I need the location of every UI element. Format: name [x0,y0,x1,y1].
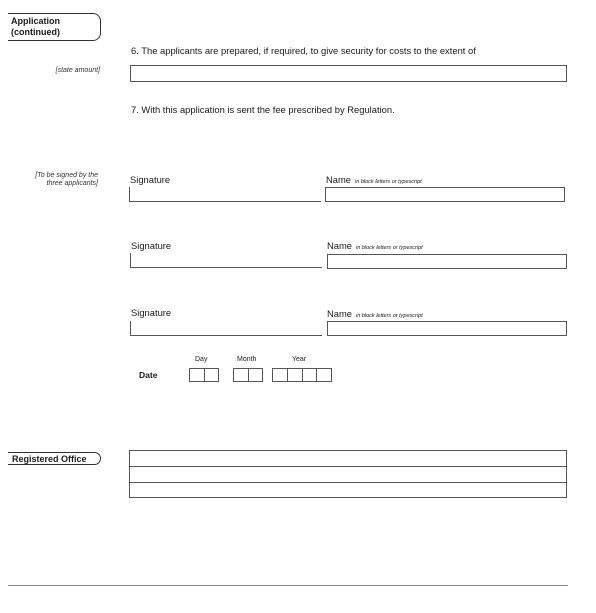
signature-field-1[interactable] [129,187,321,202]
signature-label-2: Signature [131,240,172,251]
signature-field-3[interactable] [130,321,322,336]
date-day-label: Day [195,356,208,363]
signature-label-3: Signature [131,307,172,318]
name-field-3[interactable] [327,321,567,336]
name-field-2[interactable] [327,254,567,269]
date-month-label: Month [237,356,257,363]
date-year-field[interactable] [272,368,332,382]
name-field-1[interactable] [325,187,565,202]
date-day-field[interactable] [189,368,219,382]
signature-field-2[interactable] [130,253,322,268]
name-label-3 [327,308,423,319]
name-label-1 [326,174,422,185]
name-hint-3: in block letters or typescript [356,313,423,319]
date-label: Date [139,370,158,380]
footer-rule [8,585,568,586]
signature-label-1: Signature [130,174,171,185]
paragraph-6: 6. The applicants are prepared, if required, to give security for costs to the extent of [131,45,476,56]
signed-by-note-line2: three applicants] [46,180,98,187]
registered-office-tab: Registered Office [8,452,101,465]
date-month-field[interactable] [233,368,263,382]
name-label-text-2: Name [327,240,353,251]
section-tab-line1: Application [11,16,60,26]
registered-office-line-2 [130,482,566,483]
paragraph-7: 7. With this application is sent the fee prescribed by Regulation. [131,104,395,115]
name-hint-2: in block letters or typescript [356,245,423,251]
name-label-text-1: Name [326,174,352,185]
signed-by-note [10,172,98,188]
name-label-text-3: Name [327,308,353,319]
name-label-2 [327,240,423,251]
security-amount-field[interactable] [130,65,567,82]
state-amount-note: [state amount] [55,67,100,74]
registered-office-line-1 [130,466,566,467]
date-year-label: Year [292,356,307,363]
registered-office-field[interactable] [129,450,567,498]
name-hint-1: in block letters or typescript [355,179,422,185]
section-tab-line2: (continued) [11,27,60,37]
signed-by-note-line1: [To be signed by the [35,172,98,179]
section-tab-application [8,13,101,41]
